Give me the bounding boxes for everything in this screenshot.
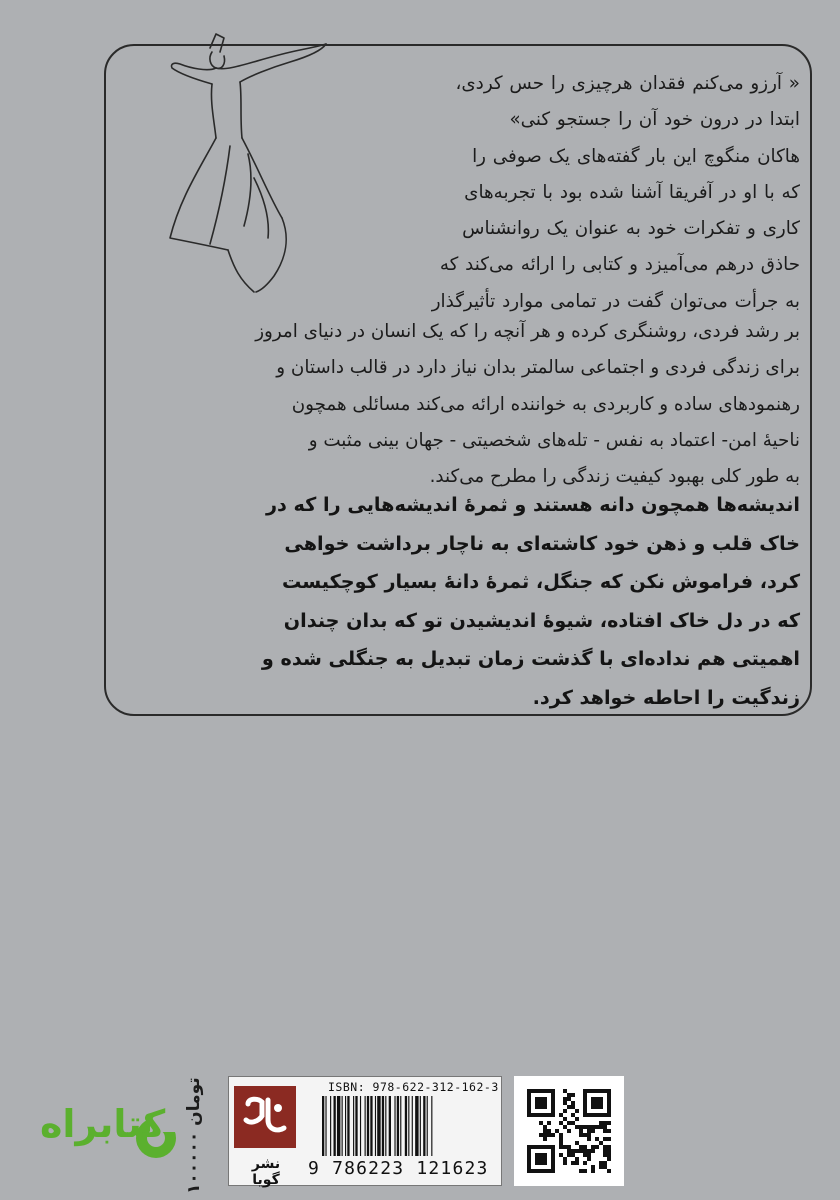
para3-line-4: که در دل خاک افتاده، شیوهٔ اندیشیدن تو که بدان چندان — [283, 608, 800, 632]
para2-line-4: ناحیهٔ امن- اعتماد به نفس - تله‌های شخصیتی - جهان بینی مثبت و — [308, 429, 800, 451]
bold-quote-text — [88, 486, 800, 718]
price-label: ۱۰۰۰۰۰ تومان — [184, 1077, 204, 1195]
quote-line-2: ابتدا در درون خود آن را جستجو کنی» — [509, 109, 800, 131]
isbn-digits: 9 786223 121623 — [308, 1158, 489, 1179]
para2-line-3: رهنمودهای ساده و کاربردی به خواننده ارائه می‌کند مسائلی همچون — [291, 393, 800, 415]
store-logo-text: کتابراه — [40, 1102, 166, 1146]
para2-line-5: به طور کلی بهبود کیفیت زندگی را مطرح می‌کند. — [429, 466, 800, 488]
para1-line-5: به جرأت می‌توان گفت در تمامی موارد تأثیرگذار — [431, 290, 800, 312]
quote-line-1: « آرزو می‌کنم فقدان هرچیزی را حس کردی، — [455, 73, 800, 94]
para1-line-3: کاری و تفکرات خود به عنوان یک روانشناس — [462, 218, 800, 240]
para2-line-2: برای زندگی فردی و اجتماعی سالمتر بدان نیاز دارد در قالب داستان و — [276, 357, 800, 379]
para3-line-2: خاک قلب و ذهن خود کاشته‌ای به ناچار برداشت خواهی — [284, 531, 800, 555]
para3-line-3: کرد، فراموش نکن که جنگل، ثمرهٔ دانهٔ بسیار کوچکیست — [281, 570, 800, 594]
para1-line-4: حاذق درهم می‌آمیزد و کتابی را ارائه می‌کند که — [439, 254, 800, 276]
para3-line-5: اهمیتی هم نداده‌ای با گذشت زمان تبدیل به جنگلی شده و — [261, 647, 800, 671]
para1-line-2: که با او در آفریقا آشنا شده بود با تجربه‌های — [464, 181, 800, 203]
para2-line-1: بر رشد فردی، روشنگری کرده و هر آنچه را که یک انسان در دنیای امروز — [255, 321, 800, 342]
para1-line-1: هاکان منگوچ این بار گفته‌های یک صوفی را — [472, 145, 800, 167]
publisher-name: نشر گویا — [251, 1156, 281, 1188]
publisher-logo-icon — [234, 1086, 296, 1148]
barcode-graphic — [322, 1096, 498, 1156]
qr-code-graphic — [527, 1089, 611, 1173]
isbn-label: ISBN: 978-622-312-162-3 — [328, 1080, 499, 1094]
description-text — [88, 314, 800, 495]
para3-line-1: اندیشه‌ها همچون دانه هستند و ثمرهٔ اندیشه‌هایی را که در — [265, 493, 800, 516]
intro-text — [260, 66, 800, 320]
para3-line-6: زندگیت را احاطه خواهد کرد. — [532, 685, 800, 709]
